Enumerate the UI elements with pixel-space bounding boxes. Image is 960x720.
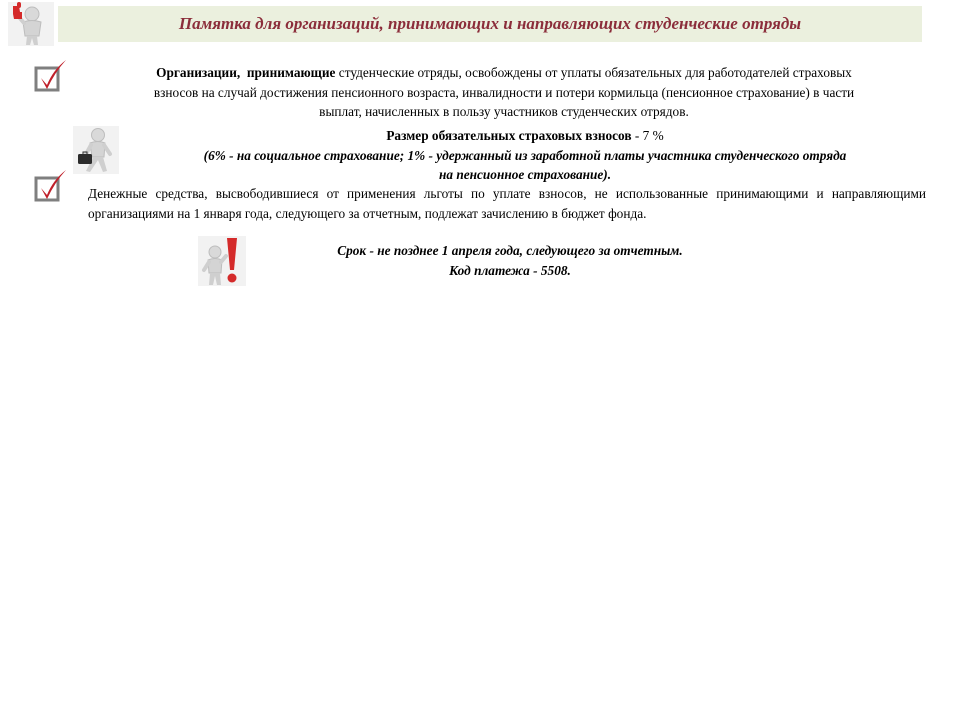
deadline-text: Срок - не позднее 1 апреля года, следующего за отчетным.: [337, 243, 683, 258]
funds-paragraph: Денежные средства, высвободившиеся от применения льготы по уплате взносов, не использованные принимающими и направляющими организациями на 1 января года, следующего за отчетным, подлежат зачислению в бюджет фонда.: [88, 186, 926, 221]
thumbs-up-figure-icon: [8, 2, 54, 46]
lead-organizations: Организации,: [156, 65, 241, 80]
rate-breakdown-line-1: (6% - на социальное страхование; 1% - удержанный из заработной платы участника студенческого отряда: [203, 147, 847, 163]
title-bar: [58, 6, 922, 42]
checkmark-icon: [34, 58, 68, 94]
page-title: Памятка для организаций, принимающих и направляющих студенческие отряды: [178, 14, 802, 33]
exemption-paragraph: [80, 63, 928, 122]
checkmark-icon: [34, 168, 68, 204]
payment-code-text: Код платежа - 5508.: [449, 262, 571, 278]
contribution-rate-block: [120, 126, 930, 185]
lead-accepting: принимающие: [246, 65, 336, 80]
rate-value: - 7 %: [631, 128, 664, 143]
rate-label: Размер обязательных страховых взносов: [386, 128, 632, 143]
exclamation-figure-icon: [198, 236, 246, 286]
exemption-line-2: взносов на случай достижения пенсионного возраста, инвалидности и потери кормильца (пенсионное страхование) в части: [153, 84, 855, 100]
businessman-briefcase-icon: [73, 126, 119, 174]
deadline-block: [250, 241, 770, 280]
exemption-line-3: выплат, начисленных в пользу участников студенческих отрядов.: [319, 104, 689, 119]
rate-breakdown-line-2: на пенсионное страхование).: [438, 167, 612, 182]
exemption-line-1: студенческие отряды, освобождены от уплаты обязательных для работодателей страховых: [335, 65, 852, 80]
